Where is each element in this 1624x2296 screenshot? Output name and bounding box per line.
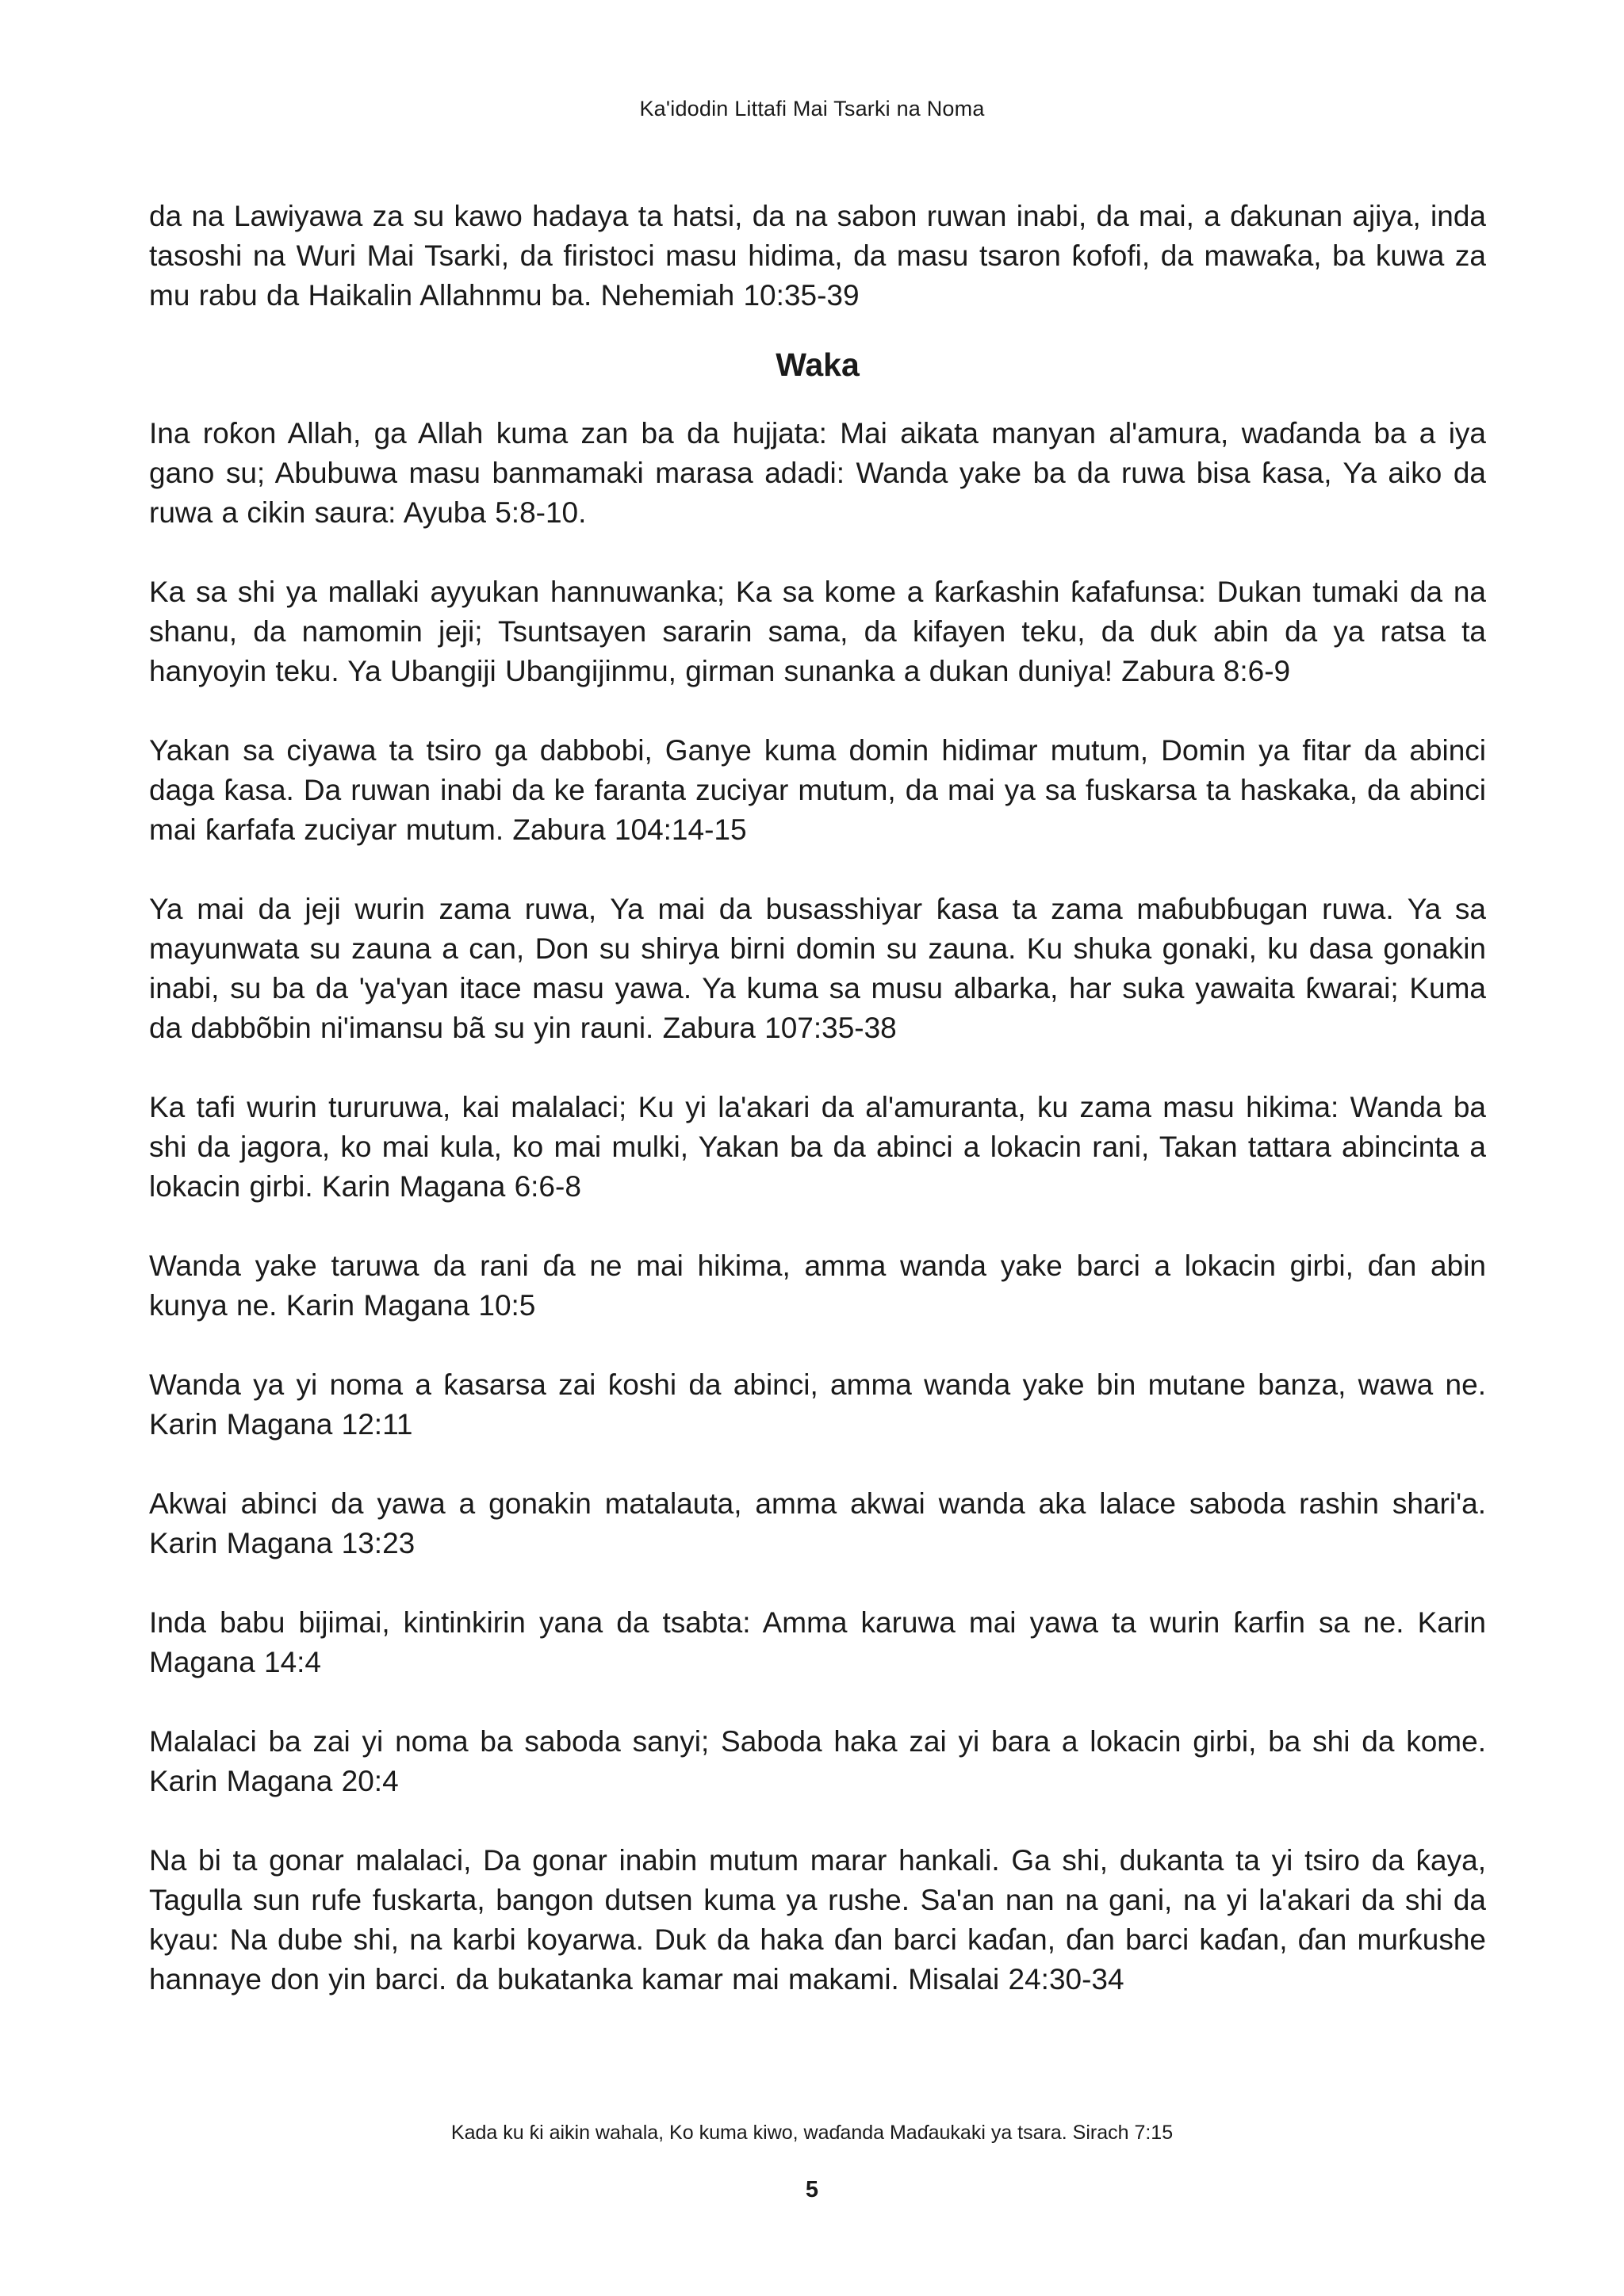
page-number: 5: [805, 2177, 819, 2202]
verse-paragraph: Ya mai da jeji wurin zama ruwa, Ya mai da busasshiyar ƙasa ta zama maɓubɓugan ruwa. Ya sa mayunwata su zauna a can, Don su shirya birni domin su zauna. Ku shuka gonaki, ku dasa gonakin inabi, su ba da 'ya'yan itace masu yawa. Ya kuma sa musu albarka, har suka yawaita ƙwarai; Kuma da dabbõbin ni'imansu bã su yin rauni. Zabura 107:35-38: [149, 893, 1486, 1044]
verse-paragraph: Ka sa shi ya mallaki ayyukan hannuwanka; Ka sa kome a ƙarƙashin ƙafafunsa: Dukan tumaki da na shanu, da namomin jeji; Tsuntsayen sararin sama, da kifayen teku, da duk abin da ya ratsa ta hanyoyin teku. Ya Ubangiji Ubangijinmu, girman sunanka a dukan duniya! Zabura 8:6-9: [149, 576, 1486, 687]
verse-paragraph: Na bi ta gonar malalaci, Da gonar inabin mutum marar hankali. Ga shi, dukanta ta yi tsiro da ƙaya, Tagulla sun rufe fuskarta, bangon dutsen kuma ya rushe. Sa'an nan na gani, na yi la'akari da shi da kyau: Na dube shi, na karbi koyarwa. Duk da haka ɗan barci kaɗan, ɗan barci kaɗan, ɗan murƙushe hannaye don yin barci. da bukatanka kamar mai makami. Misalai 24:30-34: [149, 1844, 1486, 1996]
verse-paragraph: Ina roƙon Allah, ga Allah kuma zan ba da hujjata: Mai aikata manyan al'amura, waɗanda ba a iya gano su; Abubuwa masu banmamaki marasa adadi: Wanda yake ba da ruwa bisa ƙasa, Ya aiko da ruwa a cikin saura: Ayuba 5:8-10.: [149, 417, 1486, 529]
section-title: Waka: [776, 346, 860, 383]
footer-quote: Kada ku ƙi aikin wahala, Ko kuma kiwo, waɗanda Maɗaukaki ya tsara. Sirach 7:15: [450, 2122, 1174, 2144]
verse-paragraph: Inda babu bijimai, kintinkirin yana da tsabta: Amma karuwa mai yawa ta wurin ƙarfin sa ne. Karin Magana 14:4: [149, 1606, 1486, 1678]
verse-paragraph: Ka tafi wurin tururuwa, kai malalaci; Ku yi la'akari da al'amuranta, ku zama masu hikima: Wanda ba shi da jagora, ko mai kula, ko mai mulki, Yakan ba da abinci a lokacin rani, Takan tattara abincinta a lokacin girbi. Karin Magana 6:6-8: [149, 1091, 1486, 1203]
verse-paragraph: Malalaci ba zai yi noma ba saboda sanyi; Saboda haka zai yi bara a lokacin girbi, ba shi da kome. Karin Magana 20:4: [149, 1725, 1486, 1797]
page-body: [149, 197, 1486, 2039]
verse-paragraph: Wanda ya yi noma a ƙasarsa zai ƙoshi da abinci, amma wanda yake bin mutane banza, wawa ne. Karin Magana 12:11: [149, 1368, 1486, 1441]
verse-paragraph: Akwai abinci da yawa a gonakin matalauta, amma akwai wanda aka lalace saboda rashin shari'a. Karin Magana 13:23: [149, 1487, 1486, 1559]
verse-paragraph: Yakan sa ciyawa ta tsiro ga dabbobi, Ganye kuma domin hidimar mutum, Domin ya fitar da abinci daga ƙasa. Da ruwan inabi da ke faranta zuciyar mutum, da mai ya sa fuskarsa ta haskaka, da abinci mai ƙarfafa zuciyar mutum. Zabura 104:14-15: [149, 734, 1486, 846]
verse-paragraph: Wanda yake taruwa da rani ɗa ne mai hikima, amma wanda yake barci a lokacin girbi, ɗan abin kunya ne. Karin Magana 10:5: [149, 1249, 1486, 1322]
running-header: Ka'idodin Littafi Mai Tsarki na Noma: [639, 97, 985, 121]
intro-paragraph: da na Lawiyawa za su kawo hadaya ta hatsi, da na sabon ruwan inabi, da mai, a ɗakunan ajiya, inda tasoshi na Wuri Mai Tsarki, da firistoci masu hidima, da masu tsaron ƙofofi, da mawaƙa, ba kuwa za mu rabu da Haikalin Allahnmu ba. Nehemiah 10:35-39: [149, 200, 1486, 312]
